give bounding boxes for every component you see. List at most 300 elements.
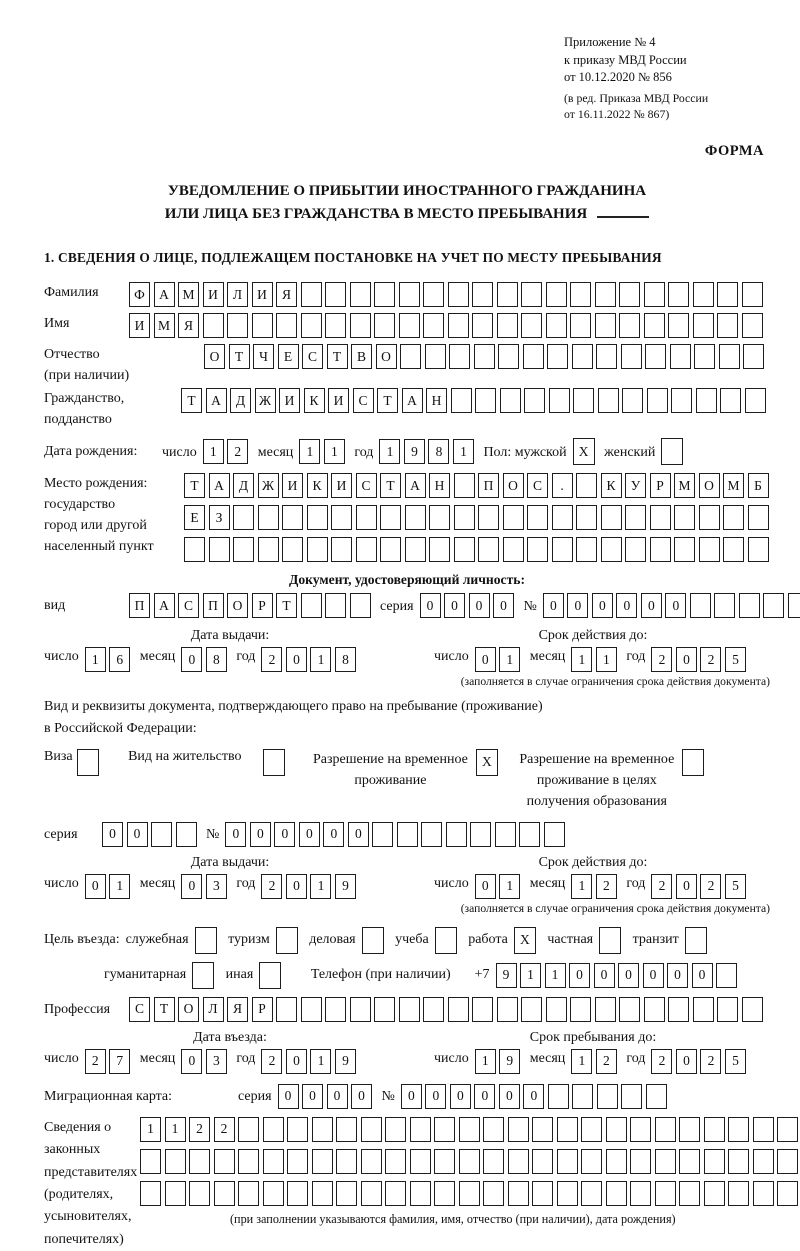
char-cell[interactable] [307,505,328,530]
char-cell[interactable]: С [356,473,377,498]
char-cell[interactable]: 0 [181,1049,202,1074]
char-cell[interactable] [630,1181,651,1206]
char-cell[interactable] [459,1117,480,1142]
char-cell[interactable] [693,313,714,338]
char-cell[interactable]: О [376,344,397,369]
char-cell[interactable]: 9 [335,874,356,899]
char-cell[interactable]: И [252,282,273,307]
char-cell[interactable] [448,313,469,338]
char-cell[interactable] [576,537,597,562]
char-cell[interactable]: 2 [596,874,617,899]
char-cell[interactable] [532,1149,553,1174]
doc-kind-cells[interactable] [129,593,374,618]
char-cell[interactable] [720,388,741,413]
char-cell[interactable] [595,313,616,338]
char-cell[interactable] [699,537,720,562]
char-cell[interactable] [336,1149,357,1174]
char-cell[interactable] [723,505,744,530]
char-cell[interactable] [719,344,740,369]
char-cell[interactable] [650,537,671,562]
char-cell[interactable] [573,388,594,413]
char-cell[interactable] [717,313,738,338]
char-cell[interactable] [521,997,542,1022]
char-cell[interactable]: Я [276,282,297,307]
char-cell[interactable] [704,1181,725,1206]
char-cell[interactable]: И [331,473,352,498]
char-cell[interactable] [399,313,420,338]
char-cell[interactable] [361,1117,382,1142]
char-cell[interactable] [372,822,393,847]
rvp-education-checkbox[interactable] [682,749,708,776]
char-cell[interactable]: Т [154,997,175,1022]
char-cell[interactable] [777,1181,798,1206]
purpose-other-checkbox[interactable] [259,962,285,989]
char-cell[interactable] [448,282,469,307]
char-cell[interactable] [621,344,642,369]
char-cell[interactable]: 0 [286,647,307,672]
char-cell[interactable]: 0 [181,874,202,899]
char-cell[interactable]: 1 [299,439,320,464]
char-cell[interactable]: 3 [206,874,227,899]
char-cell[interactable]: 2 [189,1117,210,1142]
stay-doc-valid-day-cells[interactable] [475,874,524,899]
char-cell[interactable] [385,1149,406,1174]
char-cell[interactable] [483,1117,504,1142]
char-cell[interactable]: 0 [594,963,615,988]
char-cell[interactable] [434,1149,455,1174]
char-cell[interactable] [544,822,565,847]
char-cell[interactable] [572,1084,593,1109]
char-cell[interactable] [679,1117,700,1142]
char-cell[interactable] [668,313,689,338]
stay-doc-series-cells[interactable] [102,822,200,847]
stay-until-month-cells[interactable] [571,1049,620,1074]
migration-number-cells[interactable] [401,1084,671,1109]
char-cell[interactable]: Т [327,344,348,369]
char-cell[interactable] [777,1117,798,1142]
char-cell[interactable]: 0 [641,593,662,618]
char-cell[interactable] [753,1181,774,1206]
char-cell[interactable] [287,1117,308,1142]
char-cell[interactable] [410,1181,431,1206]
stay-until-day-cells[interactable] [475,1049,524,1074]
char-cell[interactable]: Т [276,593,297,618]
char-cell[interactable]: Т [377,388,398,413]
char-cell[interactable] [581,1149,602,1174]
char-cell[interactable] [474,344,495,369]
char-cell[interactable] [165,1181,186,1206]
char-cell[interactable] [258,537,279,562]
char-cell[interactable]: 1 [310,647,331,672]
char-cell[interactable] [625,537,646,562]
char-cell[interactable] [325,997,346,1022]
char-cell[interactable]: 2 [227,439,248,464]
purpose-transit-checkbox[interactable] [685,927,711,954]
stay-doc-number-cells[interactable] [225,822,568,847]
char-cell[interactable] [301,282,322,307]
char-cell[interactable] [742,282,763,307]
char-cell[interactable] [140,1149,161,1174]
char-cell[interactable]: 1 [545,963,566,988]
char-cell[interactable]: М [178,282,199,307]
char-cell[interactable] [325,282,346,307]
char-cell[interactable] [748,505,769,530]
char-cell[interactable]: 1 [596,647,617,672]
char-cell[interactable]: 1 [324,439,345,464]
char-cell[interactable] [598,388,619,413]
char-cell[interactable]: 0 [616,593,637,618]
char-cell[interactable]: 8 [428,439,449,464]
char-cell[interactable]: 0 [450,1084,471,1109]
char-cell[interactable]: 0 [181,647,202,672]
char-cell[interactable] [472,282,493,307]
char-cell[interactable] [451,388,472,413]
char-cell[interactable]: А [154,282,175,307]
char-cell[interactable]: 0 [299,822,320,847]
char-cell[interactable]: 0 [425,1084,446,1109]
char-cell[interactable] [557,1117,578,1142]
char-cell[interactable] [647,388,668,413]
birth-place-cells-row3[interactable] [184,537,772,562]
sex-male-checkbox[interactable] [573,438,599,465]
char-cell[interactable]: И [129,313,150,338]
rvp-checkbox[interactable] [476,749,502,776]
char-cell[interactable] [717,282,738,307]
checkbox-cell[interactable] [77,749,99,776]
char-cell[interactable]: 0 [567,593,588,618]
char-cell[interactable]: С [129,997,150,1022]
checkbox-cell[interactable] [682,749,704,776]
patronymic-cells[interactable] [204,344,768,369]
char-cell[interactable] [742,313,763,338]
char-cell[interactable] [209,537,230,562]
char-cell[interactable] [495,822,516,847]
char-cell[interactable]: 1 [310,1049,331,1074]
char-cell[interactable] [189,1181,210,1206]
char-cell[interactable] [581,1117,602,1142]
char-cell[interactable]: 2 [261,874,282,899]
char-cell[interactable]: 0 [323,822,344,847]
char-cell[interactable] [385,1181,406,1206]
char-cell[interactable]: 2 [651,874,672,899]
birth-year-cells[interactable] [379,439,477,464]
char-cell[interactable] [742,997,763,1022]
char-cell[interactable] [421,822,442,847]
char-cell[interactable] [238,1181,259,1206]
char-cell[interactable]: Р [650,473,671,498]
char-cell[interactable] [238,1117,259,1142]
char-cell[interactable] [621,1084,642,1109]
checkbox-cell[interactable] [362,927,384,954]
char-cell[interactable]: 2 [651,647,672,672]
char-cell[interactable]: 0 [85,874,106,899]
char-cell[interactable] [425,344,446,369]
char-cell[interactable]: 0 [523,1084,544,1109]
char-cell[interactable] [694,344,715,369]
char-cell[interactable] [336,1117,357,1142]
char-cell[interactable]: Т [229,344,250,369]
char-cell[interactable] [423,282,444,307]
char-cell[interactable]: Е [184,505,205,530]
passport-valid-month-cells[interactable] [571,647,620,672]
char-cell[interactable] [655,1149,676,1174]
char-cell[interactable]: 0 [327,1084,348,1109]
char-cell[interactable] [723,537,744,562]
char-cell[interactable]: А [206,388,227,413]
char-cell[interactable] [454,505,475,530]
char-cell[interactable] [619,313,640,338]
char-cell[interactable] [429,505,450,530]
char-cell[interactable]: 2 [261,1049,282,1074]
char-cell[interactable] [546,997,567,1022]
char-cell[interactable]: О [178,997,199,1022]
passport-issue-day-cells[interactable] [85,647,134,672]
checkbox-cell[interactable] [259,962,281,989]
char-cell[interactable]: Ч [253,344,274,369]
char-cell[interactable]: 0 [667,963,688,988]
char-cell[interactable] [350,282,371,307]
char-cell[interactable]: 0 [592,593,613,618]
char-cell[interactable]: 9 [496,963,517,988]
char-cell[interactable]: Т [184,473,205,498]
char-cell[interactable] [693,997,714,1022]
passport-issue-year-cells[interactable] [261,647,359,672]
char-cell[interactable] [497,282,518,307]
char-cell[interactable]: 2 [700,647,721,672]
char-cell[interactable]: 0 [302,1084,323,1109]
char-cell[interactable] [699,505,720,530]
char-cell[interactable] [576,505,597,530]
char-cell[interactable]: 0 [474,1084,495,1109]
char-cell[interactable] [336,1181,357,1206]
char-cell[interactable] [670,344,691,369]
name-cells[interactable] [129,313,766,338]
char-cell[interactable]: 8 [335,647,356,672]
char-cell[interactable] [459,1149,480,1174]
char-cell[interactable] [728,1149,749,1174]
char-cell[interactable] [472,313,493,338]
char-cell[interactable] [693,282,714,307]
char-cell[interactable]: 0 [665,593,686,618]
char-cell[interactable] [503,505,524,530]
char-cell[interactable]: 1 [203,439,224,464]
char-cell[interactable] [532,1181,553,1206]
char-cell[interactable]: 0 [102,822,123,847]
char-cell[interactable]: П [203,593,224,618]
doc-number-cells[interactable] [543,593,800,618]
char-cell[interactable]: . [552,473,573,498]
purpose-tourism-checkbox[interactable] [276,927,302,954]
char-cell[interactable]: Н [426,388,447,413]
char-cell[interactable] [704,1149,725,1174]
char-cell[interactable] [606,1117,627,1142]
char-cell[interactable]: 0 [469,593,490,618]
char-cell[interactable] [674,505,695,530]
char-cell[interactable]: О [699,473,720,498]
char-cell[interactable]: А [405,473,426,498]
char-cell[interactable]: 0 [250,822,271,847]
representatives-cells-row3[interactable] [140,1181,800,1206]
char-cell[interactable]: П [129,593,150,618]
char-cell[interactable] [508,1149,529,1174]
char-cell[interactable]: 0 [274,822,295,847]
char-cell[interactable] [258,505,279,530]
char-cell[interactable]: 7 [109,1049,130,1074]
char-cell[interactable] [696,388,717,413]
char-cell[interactable] [301,593,322,618]
char-cell[interactable] [301,997,322,1022]
char-cell[interactable] [276,997,297,1022]
char-cell[interactable]: О [204,344,225,369]
phone-cells[interactable] [496,963,741,988]
char-cell[interactable]: М [674,473,695,498]
char-cell[interactable]: 1 [165,1117,186,1142]
stay-doc-valid-year-cells[interactable] [651,874,749,899]
char-cell[interactable] [410,1117,431,1142]
char-cell[interactable]: И [282,473,303,498]
char-cell[interactable]: 0 [401,1084,422,1109]
char-cell[interactable] [214,1181,235,1206]
checkbox-cell[interactable]: X [573,438,595,465]
char-cell[interactable] [753,1117,774,1142]
char-cell[interactable]: К [304,388,325,413]
citizenship-cells[interactable] [181,388,769,413]
char-cell[interactable]: 0 [543,593,564,618]
char-cell[interactable]: 0 [420,593,441,618]
char-cell[interactable] [557,1149,578,1174]
char-cell[interactable]: 1 [85,647,106,672]
purpose-work-checkbox[interactable] [514,927,540,954]
char-cell[interactable] [714,593,735,618]
char-cell[interactable] [503,537,524,562]
char-cell[interactable]: Ж [258,473,279,498]
char-cell[interactable] [655,1181,676,1206]
char-cell[interactable]: 0 [348,822,369,847]
char-cell[interactable] [622,388,643,413]
stay-doc-issue-year-cells[interactable] [261,874,359,899]
char-cell[interactable] [423,997,444,1022]
birth-day-cells[interactable] [203,439,252,464]
char-cell[interactable]: Д [233,473,254,498]
char-cell[interactable]: О [503,473,524,498]
char-cell[interactable]: 0 [278,1084,299,1109]
char-cell[interactable]: 9 [404,439,425,464]
char-cell[interactable]: 1 [475,1049,496,1074]
checkbox-cell[interactable] [661,438,683,465]
char-cell[interactable]: 1 [140,1117,161,1142]
char-cell[interactable]: 2 [261,647,282,672]
char-cell[interactable]: 2 [214,1117,235,1142]
migration-series-cells[interactable] [278,1084,376,1109]
char-cell[interactable]: С [178,593,199,618]
char-cell[interactable] [478,505,499,530]
char-cell[interactable]: 0 [127,822,148,847]
char-cell[interactable] [521,282,542,307]
char-cell[interactable]: 1 [310,874,331,899]
char-cell[interactable] [527,505,548,530]
char-cell[interactable]: В [351,344,372,369]
char-cell[interactable] [227,313,248,338]
char-cell[interactable]: Р [252,997,273,1022]
char-cell[interactable] [630,1149,651,1174]
char-cell[interactable] [151,822,172,847]
char-cell[interactable] [475,388,496,413]
char-cell[interactable] [498,344,519,369]
char-cell[interactable] [449,344,470,369]
char-cell[interactable] [312,1117,333,1142]
char-cell[interactable] [374,997,395,1022]
char-cell[interactable]: 5 [725,874,746,899]
char-cell[interactable] [325,593,346,618]
char-cell[interactable] [601,537,622,562]
char-cell[interactable] [595,997,616,1022]
char-cell[interactable] [214,1149,235,1174]
char-cell[interactable]: 2 [596,1049,617,1074]
birth-place-cells-row1[interactable] [184,473,772,498]
char-cell[interactable]: С [527,473,548,498]
char-cell[interactable]: Д [230,388,251,413]
char-cell[interactable]: И [328,388,349,413]
checkbox-cell[interactable] [192,962,214,989]
char-cell[interactable] [399,997,420,1022]
char-cell[interactable]: З [209,505,230,530]
char-cell[interactable] [263,1181,284,1206]
char-cell[interactable] [606,1149,627,1174]
char-cell[interactable]: У [625,473,646,498]
birth-place-cells-row2[interactable] [184,505,772,530]
passport-valid-year-cells[interactable] [651,647,749,672]
char-cell[interactable]: Я [178,313,199,338]
char-cell[interactable]: М [723,473,744,498]
char-cell[interactable] [301,313,322,338]
char-cell[interactable] [777,1149,798,1174]
char-cell[interactable] [606,1181,627,1206]
char-cell[interactable]: 2 [700,1049,721,1074]
surname-cells[interactable] [129,282,766,307]
char-cell[interactable] [233,505,254,530]
char-cell[interactable] [595,282,616,307]
char-cell[interactable] [356,537,377,562]
char-cell[interactable] [331,537,352,562]
char-cell[interactable] [552,505,573,530]
sex-female-checkbox[interactable] [661,438,687,465]
char-cell[interactable] [728,1181,749,1206]
char-cell[interactable] [140,1181,161,1206]
char-cell[interactable] [263,1117,284,1142]
char-cell[interactable]: Р [252,593,273,618]
char-cell[interactable]: Б [748,473,769,498]
char-cell[interactable] [287,1181,308,1206]
residence-permit-checkbox[interactable] [263,749,289,776]
char-cell[interactable]: 8 [206,647,227,672]
char-cell[interactable]: 0 [643,963,664,988]
visa-checkbox[interactable] [77,749,103,776]
char-cell[interactable] [728,1117,749,1142]
char-cell[interactable]: 5 [725,647,746,672]
char-cell[interactable]: К [307,473,328,498]
char-cell[interactable] [429,537,450,562]
char-cell[interactable]: 0 [692,963,713,988]
char-cell[interactable] [546,282,567,307]
char-cell[interactable] [630,1117,651,1142]
char-cell[interactable] [287,1149,308,1174]
char-cell[interactable]: А [402,388,423,413]
purpose-business-checkbox[interactable] [362,927,388,954]
doc-series-cells[interactable] [420,593,518,618]
char-cell[interactable]: 1 [571,874,592,899]
char-cell[interactable] [350,593,371,618]
char-cell[interactable] [581,1181,602,1206]
